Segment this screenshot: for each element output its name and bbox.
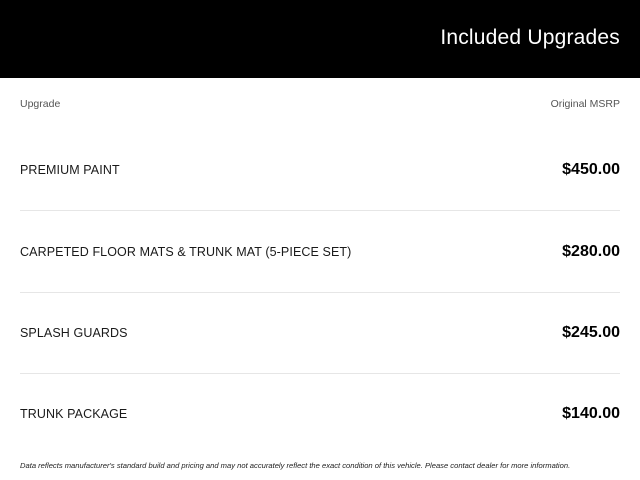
upgrade-price: $245.00 [562, 323, 620, 341]
column-header-msrp: Original MSRP [550, 98, 620, 110]
upgrade-name: TRUNK PACKAGE [20, 407, 128, 422]
upgrade-name: CARPETED FLOOR MATS & TRUNK MAT (5-PIECE SET) [20, 244, 352, 259]
page-title: Included Upgrades [440, 25, 620, 49]
table-row [20, 210, 620, 291]
upgrade-price: $450.00 [562, 161, 620, 179]
upgrade-price: $140.00 [562, 405, 620, 423]
upgrade-name: SPLASH GUARDS [20, 325, 128, 340]
disclaimer-text: Data reflects manufacturer's standard build and pricing and may not accurately reflect the exact condition of this vehicle. Please contact dealer for more information. [20, 460, 571, 470]
upgrade-name: PREMIUM PAINT [20, 163, 120, 178]
table-column-headers [20, 78, 620, 130]
table-row [20, 130, 620, 210]
table-row [20, 292, 620, 373]
upgrade-price: $280.00 [562, 242, 620, 260]
column-header-upgrade: Upgrade [20, 98, 61, 110]
table-row [20, 373, 620, 454]
page-header [0, 0, 640, 78]
page-content [0, 78, 640, 480]
upgrades-table [20, 130, 620, 455]
